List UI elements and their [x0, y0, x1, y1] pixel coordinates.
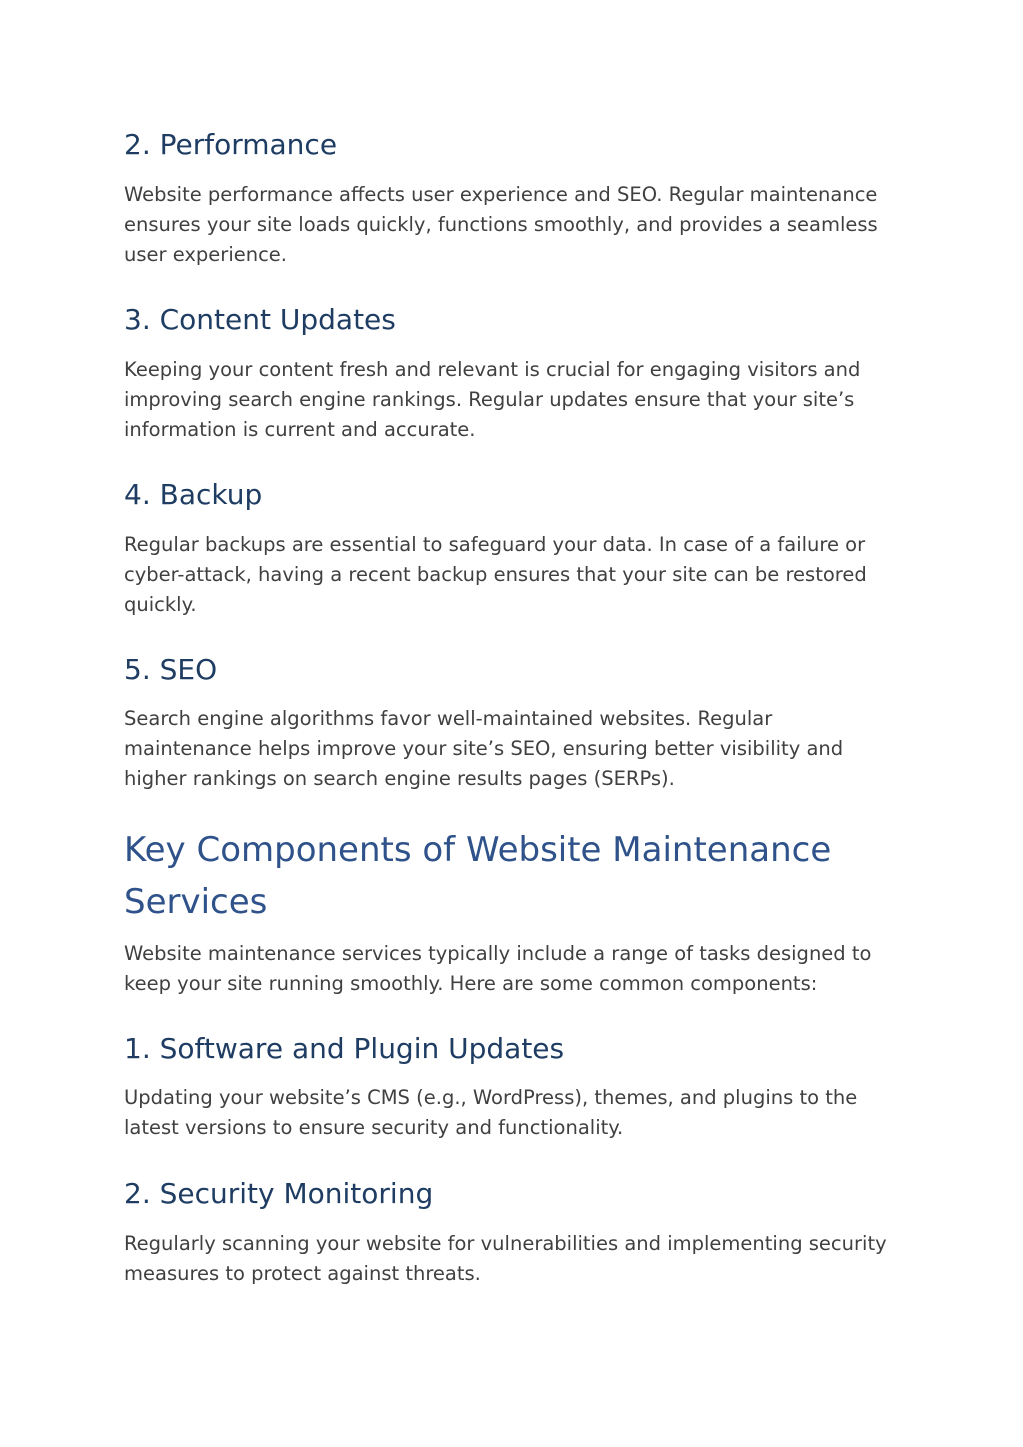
key-components-title: Key Components of Website Maintenance Services: [124, 830, 832, 922]
section-body-backup: Regular backups are essential to safeguard your data. In case of a failure or cyber-attack, having a recent backup ensures that your site can be restored quickly.: [124, 533, 867, 616]
component-body-security-monitoring: Regularly scanning your website for vulnerabilities and implementing security measures to protect against threats.: [124, 1232, 887, 1285]
component-heading-software-updates: 1. Software and Plugin Updates: [124, 1032, 565, 1065]
component-body-software-updates: Updating your website’s CMS (e.g., WordPress), themes, and plugins to the latest versions to ensure security and functionality.: [124, 1086, 858, 1139]
component-heading-security-monitoring: 2. Security Monitoring: [124, 1177, 434, 1210]
section-heading-performance: 2. Performance: [124, 128, 338, 161]
section-heading-seo: 5. SEO: [124, 653, 218, 686]
section-body-content-updates: Keeping your content fresh and relevant is crucial for engaging visitors and improving search engine rankings. Regular updates ensure that your site’s information is current and accurate.: [124, 358, 861, 441]
section-body-seo: Search engine algorithms favor well-maintained websites. Regular maintenance helps improve your site’s SEO, ensuring better visibility and higher rankings on search engine results pages (SERPs).: [124, 707, 844, 790]
section-heading-backup: 4. Backup: [124, 478, 263, 511]
section-heading-content-updates: 3. Content Updates: [124, 303, 396, 336]
key-components-intro: Website maintenance services typically include a range of tasks designed to keep your site running smoothly. Here are some common components:: [124, 942, 872, 995]
section-body-performance: Website performance affects user experience and SEO. Regular maintenance ensures your site loads quickly, functions smoothly, and provides a seamless user experience.: [124, 183, 878, 266]
